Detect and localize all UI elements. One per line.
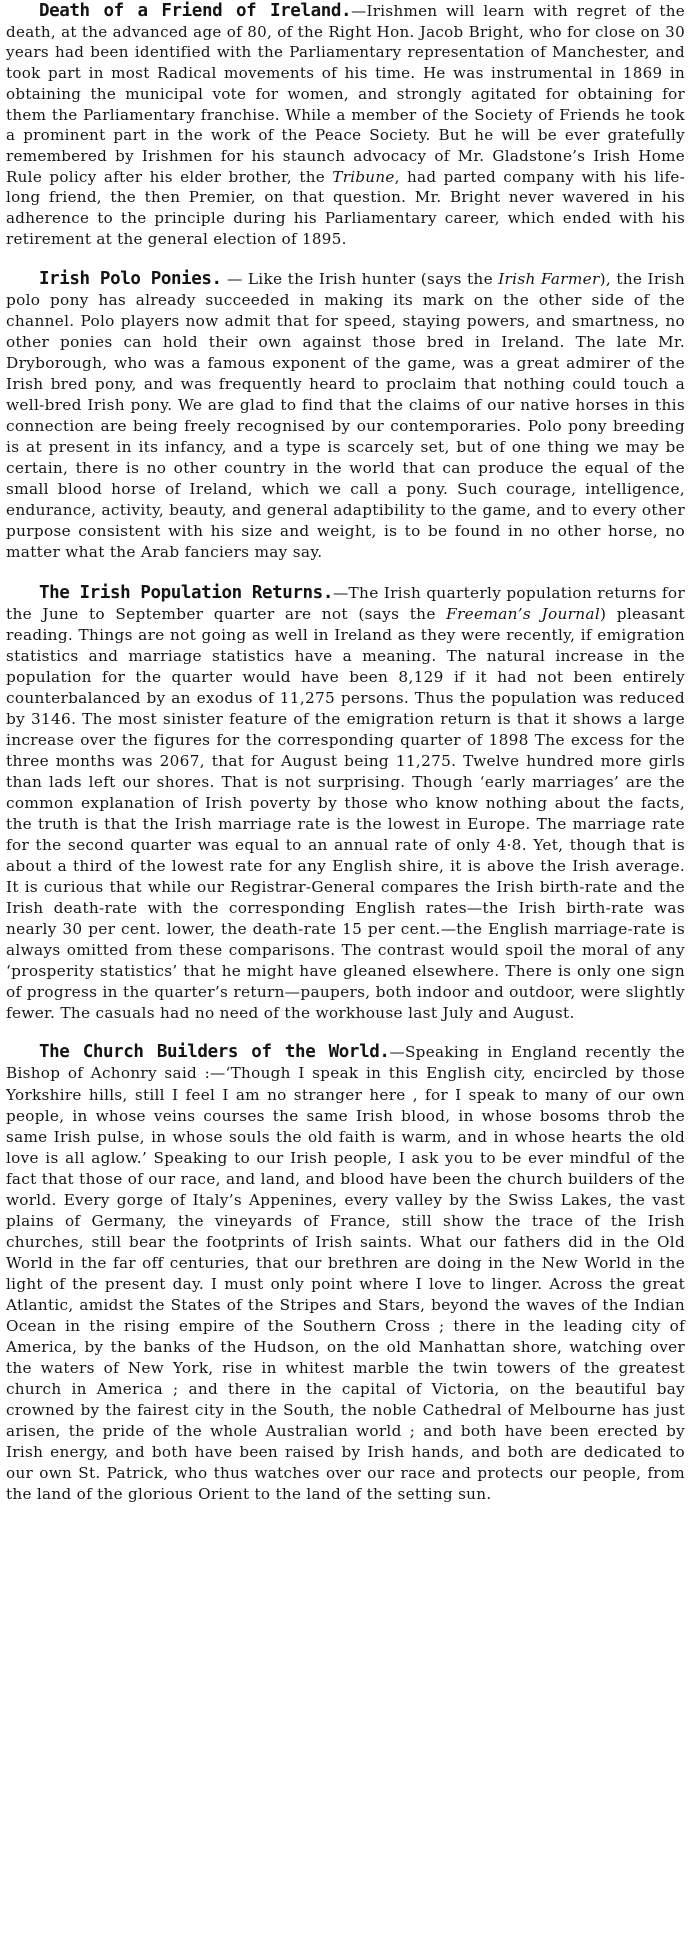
- article-body: [6, 1, 685, 249]
- italic-text: Irish Farmer: [498, 270, 600, 289]
- article-headline: The Irish Population Returns.: [39, 583, 333, 604]
- italic-text: Tribune: [332, 167, 395, 186]
- italic-text: Freeman’s Journal: [446, 605, 601, 624]
- body-text: —The Irish quarterly population returns for the June to September quarter are not (says the: [6, 584, 685, 624]
- article-headline: Death of a Friend of Ireland.: [39, 1, 352, 21]
- body-text: , had parted company with his life-long friend, the then Premier, on that question. Mr. Bright never wavered in his adherence to the principle during his Parliamentary career, which ended with his retirement at the general election of 1895.: [6, 167, 685, 248]
- article-body: [6, 269, 685, 563]
- article-body: [6, 583, 685, 1024]
- body-text: ) pleasant reading. Things are not going as well in Ireland as they were recently, if emigration statistics and marriage statistics have a meaning. The natural increase in the population for the quarter would have been 8,129 if it had not been entirely counterbalanced by an exodus of 11,275 persons. Thus the population was reduced by 3146. The most sinister feature of the emigration return is that it shows a large increase over the figures for the corresponding quarter of 1898 The excess for the three months was 2067, that for August being 11,275. Twelve hundred more girls than lads left our shores. That is not surprising. Though ‘early marriages’ are the common explanation of Irish poverty by those who know nothing about the facts, the truth is that the Irish marriage rate is the lowest in Europe. The marriage rate for the second quarter was equal to an annual rate of only 4·8. Yet, though that is about a third of the lowest rate for any English shire, it is above the Irish average. It is curious that while our Registrar-General compares the Irish birth-rate and the Irish death-rate with the corresponding English rates—the Irish birth-rate was nearly 30 per cent. lower, the death-rate 15 per cent.—the English marriage-rate is always omitted from these comparisons. The contrast would spoil the moral of any ‘prosperity statistics’ that he might have gleaned elsewhere. There is only one sign of progress in the quarter’s return—paupers, both indoor and outdoor, were slightly fewer. The casuals had no need of the workhouse last July and August.: [6, 605, 685, 1023]
- article-headline: Irish Polo Ponies.: [39, 269, 222, 290]
- article-irish-polo-ponies: [6, 269, 685, 563]
- article-irish-population-returns: [6, 583, 685, 1024]
- article-body: [6, 1042, 685, 1505]
- body-text: —Speaking in England recently the Bishop of Achonry said :—‘Though I speak in this English city, encircled by those Yorkshire hills, still I feel I am no stranger here , for I speak to many of our own people, in whose veins courses the same Irish blood, in whose bosoms throb the same Irish pulse, in whose souls the old faith is warm, and in whose hearts the old love is all aglow.’ Speaking to our Irish people, I ask you to be ever mindful of the fact that those of our race, and land, and blood have been the church builders of the world. Every gorge of Italy’s Appenines, every valley by the Swiss Lakes, the vast plains of Germany, the vineyards of France, still show the trace of the Irish churches, still bear the footprints of Irish saints. What our fathers did in the Old World in the far off centuries, that our brethren are doing in the New World in the light of the present day. I must only point where I love to linger. Across the great Atlantic, amidst the States of the Stripes and Stars, beyond the waves of the Indian Ocean in the rising empire of the Southern Cross ; there in the leading city of America, by the banks of the Hudson, on the old Manhattan shore, watching over the waters of New York, rise in whitest marble the twin towers of the greatest church in America ; and there in the capital of Victoria, on the beautiful bay crowned by the fairest city in the South, the noble Cathedral of Melbourne has just arisen, the pride of the whole Australian world ; and both have been erected by Irish energy, and both have been raised by Irish hands, and both are dedicated to our own St. Patrick, who thus watches over our race and protects our people, from the land of the glorious Orient to the land of the setting sun.: [6, 1043, 685, 1504]
- newspaper-page: [6, 0, 685, 1505]
- article-headline: The Church Builders of the World.: [39, 1042, 390, 1063]
- article-church-builders: [6, 1042, 685, 1505]
- body-text: — Like the Irish hunter (says the: [221, 270, 499, 289]
- article-death-of-a-friend: [6, 0, 685, 249]
- body-text: ), the Irish polo pony has already succeeded in making its mark on the other side of the channel. Polo players now admit that for speed, staying powers, and smartness, no other ponies can hold their own against those bred in Ireland. The late Mr. Dryborough, who was a famous exponent of the game, was a great admirer of the Irish bred pony, and was frequently heard to proclaim that nothing could touch a well-bred Irish pony. We are glad to find that the claims of our native horses in this connection are being freely recognised by our contemporaries. Polo pony breeding is at present in its infancy, and a type is scarcely set, but of one thing we may be certain, there is no other country in the world that can produce the equal of the small blood horse of Ireland, which we call a pony. Such courage, intelligence, endurance, activity, beauty, and general adaptibility to the game, and to every other purpose consistent with his size and weight, is to be found in no other horse, no matter what the Arab fanciers may say.: [6, 270, 686, 562]
- body-text: —Irishmen will learn with regret of the death, at the advanced age of 80, of the Right Hon. Jacob Bright, who for close on 30 years had been identified with the Parliamentary representation of Manchester, and took part in most Radical movements of his time. He was instrumental in 1869 in obtaining the municipal vote for women, and strongly agitated for obtaining for them the Parliamentary franchise. While a member of the Society of Friends he took a prominent part in the work of the Peace Society. But he will be ever gratefully remembered by Irishmen for his staunch advocacy of Mr. Gladstone’s Irish Home Rule policy after his elder brother, the: [6, 2, 685, 186]
